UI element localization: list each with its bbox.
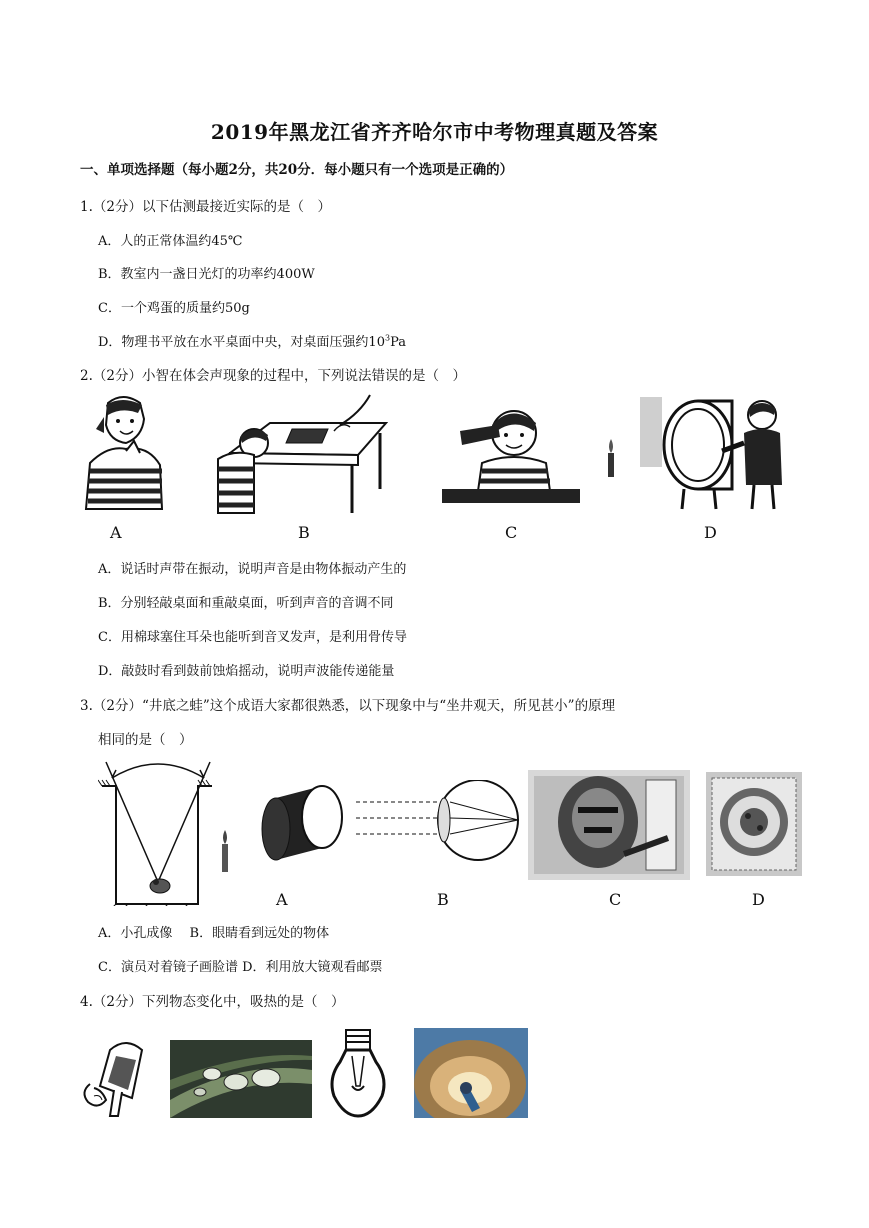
lightbulb-illustration	[326, 1028, 390, 1118]
question-3-stem-line1: 3.（2分）“井底之蛙”这个成语大家都很熟悉，以下现象中与“坐井观天，所见甚小”的原理	[80, 698, 616, 714]
q2-figure-label-c: C	[505, 523, 518, 542]
q2-figure-label-d: D	[704, 523, 717, 542]
tuning-fork-boy-illustration	[442, 393, 580, 503]
question-1-option-b: B．教室内一盏日光灯的功率约400W	[98, 267, 315, 282]
question-2-option-a: A．说话时声带在振动，说明声音是由物体振动产生的	[98, 562, 407, 577]
q3-figure-label-a: A	[276, 890, 288, 909]
q3-figure-label-d: D	[752, 890, 765, 909]
question-2-option-c: C．用棉球塞住耳朵也能听到音叉发声，是利用骨传导	[98, 630, 407, 645]
question-3-options-line2: C．演员对着镜子画脸谱 D．利用放大镜观看邮票	[98, 960, 383, 975]
desk-tapping-illustration	[210, 393, 388, 515]
speaking-boy-illustration	[78, 393, 168, 515]
mirror-makeup-photo	[528, 770, 690, 880]
question-1-option-c: C．一个鸡蛋的质量约50g	[98, 301, 250, 316]
page-title: 2019年黑龙江省齐齐哈尔市中考物理真题及答案	[210, 120, 659, 144]
question-1-option-a: A．人的正常体温约45℃	[98, 234, 243, 249]
sunburst-photo	[414, 1028, 528, 1118]
question-1-option-d: D．物理书平放在水平桌面中央，对桌面压强约$10^3Pa$	[98, 333, 406, 350]
magnifier-stamp-photo	[706, 772, 802, 876]
question-2-option-b: B．分别轻敲桌面和重敲桌面，听到声音的音调不同	[98, 596, 394, 611]
pinhole-camera-illustration	[218, 780, 348, 876]
frog-in-well-diagram	[98, 758, 214, 906]
eye-lens-diagram	[354, 780, 524, 884]
dewdrops-photo	[170, 1040, 312, 1118]
question-2-option-d: D．敲鼓时看到鼓前蚀焰摇动，说明声波能传递能量	[98, 664, 395, 679]
popsicle-illustration	[80, 1036, 166, 1118]
q2-figure-label-b: B	[298, 523, 310, 542]
q3-figure-label-b: B	[437, 890, 449, 909]
question-4-stem: 4.（2分）下列物态变化中，吸热的是（ ）	[80, 994, 345, 1010]
section-heading: 一、单项选择题（每小题2分，共20分．每小题只有一个选项是正确的）	[80, 162, 514, 178]
question-1-stem: 1.（2分）以下估测最接近实际的是（ ）	[80, 199, 331, 215]
q2-figure-label-a: A	[110, 523, 122, 542]
q3-figure-label-c: C	[609, 890, 622, 909]
drum-candle-illustration	[604, 393, 788, 511]
question-3-stem-line2: 相同的是（ ）	[98, 732, 193, 748]
question-2-stem: 2.（2分）小智在体会声现象的过程中，下列说法错误的是（ ）	[80, 368, 466, 384]
question-3-options-line1: A．小孔成像 B．眼睛看到远处的物体	[98, 926, 330, 941]
